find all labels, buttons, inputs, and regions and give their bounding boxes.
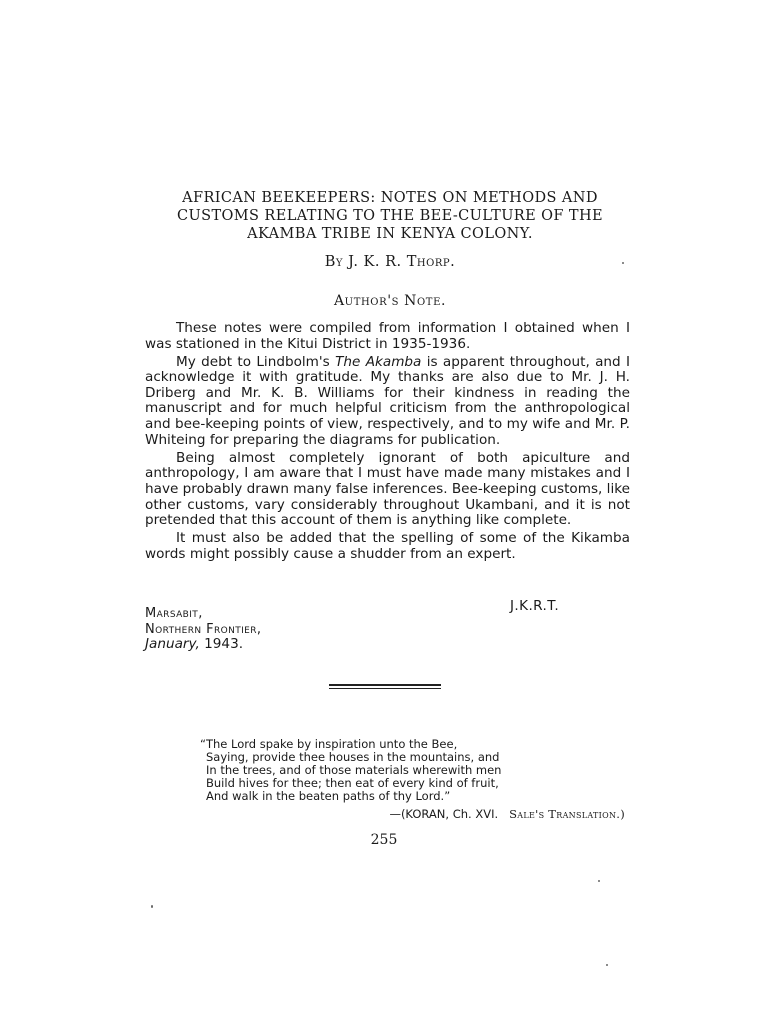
paragraph-4 — [145, 531, 630, 562]
date-line — [145, 637, 445, 653]
epigraph-quote — [200, 738, 620, 803]
paragraph-3 — [145, 451, 630, 529]
byline — [120, 253, 660, 271]
paragraph-4-text: It must also be added that the spelling of some of the Kikamba words might possibly cause a shudder from an expert. — [145, 530, 630, 562]
scan-speck — [622, 262, 624, 264]
scan-speck — [598, 880, 600, 882]
scan-speck — [151, 905, 153, 908]
author-name: J. K. R. Thorp. — [348, 254, 456, 270]
byline-prefix: By — [324, 254, 344, 270]
authors-note-body — [145, 321, 630, 565]
paragraph-1 — [145, 321, 630, 352]
paragraph-3-text: Being almost completely ignorant of both apiculture and anthropology, I am aware that I must have made many mistakes and I have probably drawn many false inferences. Bee-keeping customs, like other customs, vary considerably throughout Ukambani, and it is not pretended that this account of them is anything like complete. — [145, 449, 630, 529]
author-initials: J.K.R.T. — [510, 598, 560, 614]
page-number: 255 — [370, 832, 398, 848]
place-line-2: Northern Frontier, — [145, 621, 262, 637]
book-title-the-akamba: The Akamba — [335, 353, 422, 370]
epigraph-line-3: In the trees, and of those materials wherewith men — [206, 762, 502, 777]
paragraph-2 — [145, 355, 630, 449]
epigraph-attribution — [200, 807, 625, 821]
section-divider-rule — [329, 684, 441, 689]
epigraph-line-4: Build hives for thee; then eat of every kind of fruit, — [206, 775, 499, 790]
attribution-translation: Sale's Translation.) — [509, 807, 625, 821]
epigraph-line-2: Saying, provide thee houses in the mountains, and — [206, 749, 500, 764]
epigraph-line-1: “The Lord spake by inspiration unto the Bee, — [200, 737, 458, 751]
scan-speck — [606, 964, 608, 966]
place-line-1: Marsabit, — [145, 606, 203, 621]
paragraph-1-text: These notes were compiled from information I obtained when I was stationed in the Kitui District in 1935-1936. — [145, 320, 630, 352]
epigraph-line-5: And walk in the beaten paths of thy Lord.” — [206, 788, 451, 803]
date-month: January, — [145, 636, 200, 653]
date-year: 1943. — [199, 636, 244, 653]
paragraph-2-text-start: My debt to Lindbolm's — [176, 353, 336, 370]
article-title: AFRICAN BEEKEEPERS: NOTES ON METHODS AND CUSTOMS RELATING TO THE BEE-CULTURE OF THE AKAMBA TRIBE IN KENYA COLONY. — [177, 190, 603, 242]
dateline — [145, 606, 445, 653]
attribution-source: —(KORAN, Ch. XVI. — [389, 807, 499, 821]
authors-note-heading: Author's Note. — [333, 293, 447, 309]
paragraph-2-text-end: is apparent throughout, and I acknowledge it with gratitude. My thanks are also due to Mr. J. H. Driberg and Mr. K. B. Williams for their kindness in reading the manuscript and for much helpful criticism from the anthropological and bee-keeping points of view, respectively, and to my wife and Mr. P. Whiteing for preparing the diagrams for publication. — [145, 353, 631, 448]
